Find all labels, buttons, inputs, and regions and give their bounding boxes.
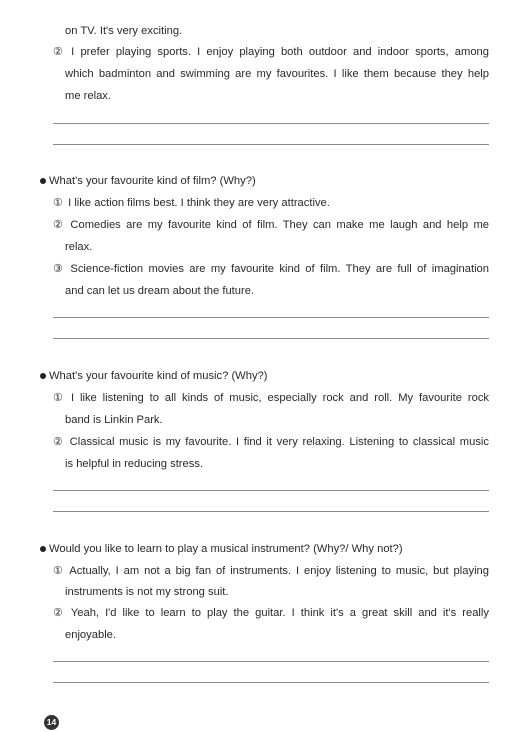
- answer-item: [53, 435, 489, 449]
- answer-text: which badminton and swimming are my favourites. I like them because they help: [65, 68, 489, 80]
- question-text: What's your favourite kind of music? (Why?): [49, 370, 268, 382]
- writing-line[interactable]: [53, 338, 489, 339]
- answer-item: [53, 218, 489, 232]
- answer-text: is helpful in reducing stress.: [65, 458, 204, 470]
- answer-text: Classical music is my favourite. I find it very relaxing. Listening to classical music: [69, 436, 490, 448]
- writing-line[interactable]: [53, 317, 489, 318]
- writing-line[interactable]: [53, 661, 489, 662]
- page-number-badge: 14: [44, 715, 59, 730]
- writing-line[interactable]: [53, 511, 489, 512]
- answer-text: enjoyable.: [65, 629, 117, 641]
- answer-text: and can let us dream about the future.: [65, 285, 255, 297]
- answer-number: ②: [53, 607, 64, 619]
- writing-line[interactable]: [53, 144, 489, 145]
- answer-item: [53, 564, 489, 578]
- answer-item: [53, 391, 489, 405]
- answer-text: Actually, I am not a big fan of instruments. I enjoy listening to music, but playing: [69, 565, 490, 577]
- bullet-icon: [40, 178, 46, 184]
- answer-text: I prefer playing sports. I enjoy playing both outdoor and indoor sports, among: [71, 46, 490, 58]
- answer-number: ①: [53, 197, 64, 209]
- answer-number: ③: [53, 263, 64, 275]
- answer-text: relax.: [65, 241, 93, 253]
- answer-item: [53, 262, 489, 276]
- answer-text: on TV. It's very exciting.: [65, 25, 183, 37]
- bullet-icon: [40, 373, 46, 379]
- answer-item: [53, 45, 489, 59]
- writing-line[interactable]: [53, 682, 489, 683]
- bullet-icon: [40, 546, 46, 552]
- answer-text: Comedies are my favourite kind of film. They can make me laugh and help me: [70, 219, 490, 231]
- answer-number: ②: [53, 46, 64, 58]
- answer-item: [53, 196, 330, 210]
- answer-text: band is Linkin Park.: [65, 414, 163, 426]
- question-text: What's your favourite kind of film? (Why?): [49, 175, 256, 187]
- answer-number: ②: [53, 436, 64, 448]
- answer-number: ①: [53, 565, 64, 577]
- writing-line[interactable]: [53, 490, 489, 491]
- answer-text: I like listening to all kinds of music, especially rock and roll. My favourite rock: [70, 392, 490, 404]
- answer-number: ①: [53, 392, 64, 404]
- answer-text: me relax.: [65, 90, 112, 102]
- writing-line[interactable]: [53, 123, 489, 124]
- question-text: Would you like to learn to play a musical instrument? (Why?/ Why not?): [49, 543, 403, 555]
- answer-item: [53, 606, 489, 620]
- answer-text: Yeah, I'd like to learn to play the guitar. I think it's a great skill and it's really: [70, 607, 489, 619]
- answer-text: instruments is not my strong suit.: [65, 586, 229, 598]
- answer-text: I like action films best. I think they are very attractive.: [68, 197, 330, 209]
- answer-text: Science-fiction movies are my favourite kind of film. They are full of imagination: [70, 263, 489, 275]
- answer-number: ②: [53, 219, 64, 231]
